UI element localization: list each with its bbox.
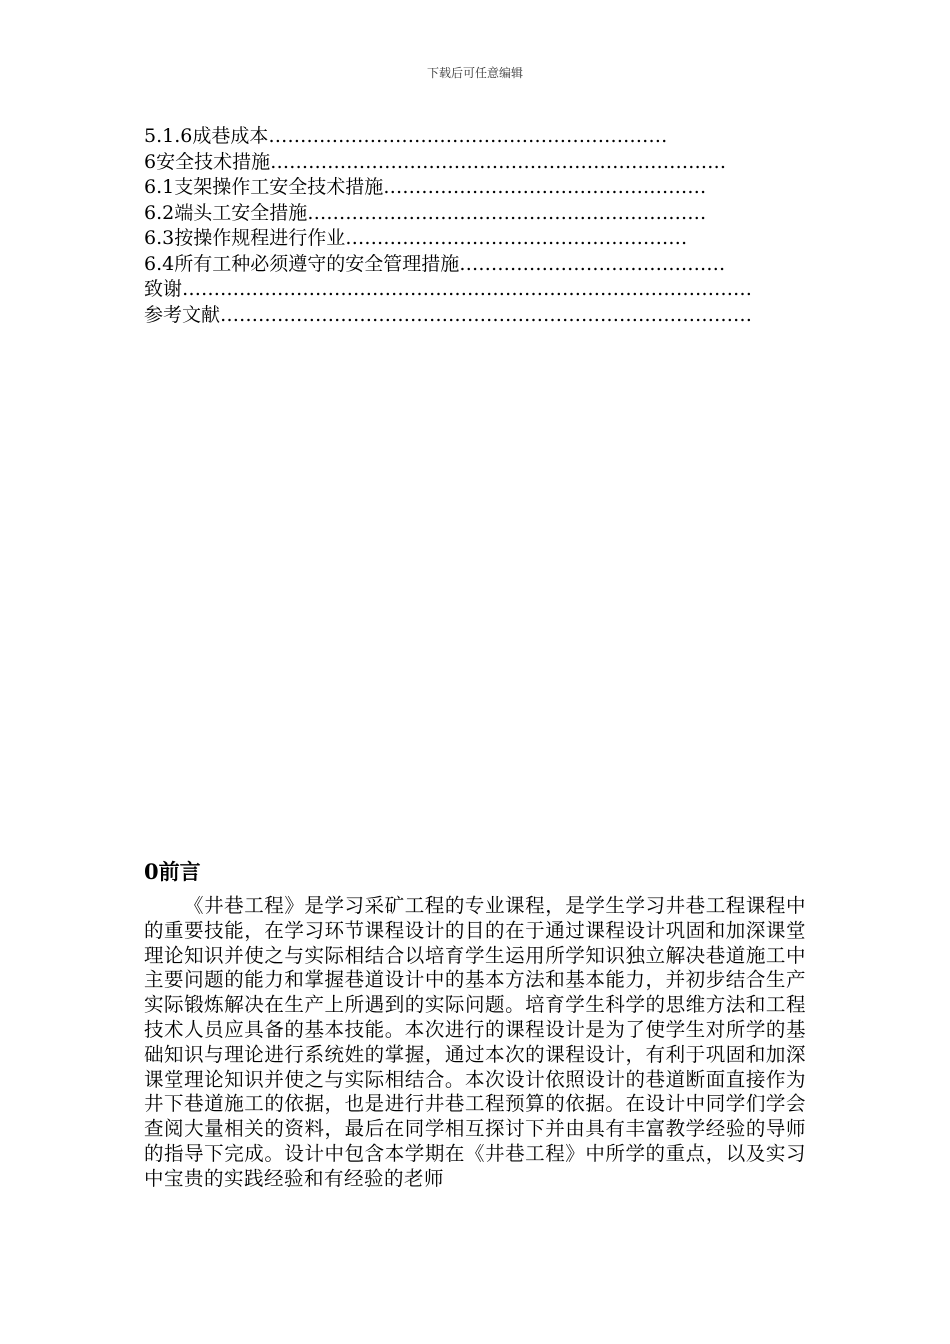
toc-entry [144, 175, 824, 201]
toc-entry [144, 226, 824, 252]
toc-entry [144, 150, 824, 176]
toc-leader-dots: ……………………………………………………… [307, 201, 707, 224]
body-paragraph: 《井巷工程》是学习采矿工程的专业课程，是学生学习井巷工程课程中的重要技能，在学习环节课程设计的目的在于通过课程设计巩固和加深课堂理论知识并使之与实际相结合以培育学生运用所学知识独立解决巷道施工中主要问题的能力和掌握巷道设计中的基本方法和基本能力，并初步结合生产实际锻炼解决在生产上所遇到的实际问题。培育学生科学的思维方法和工程技术人员应具备的基本技能。本次进行的课程设计是为了使学生对所学的基础知识与理论进行系统姓的掌握，通过本次的课程设计，有利于巩固和加深课堂理论知识并使之与实际相结合。本次设计依照设计的巷道断面直接作为井下巷道施工的依据，也是进行井巷工程预算的依据。在设计中同学们学会查阅大量相关的资料，最后在同学相互探讨下并由具有丰富教学经验的导师的指导下完成。设计中包含本学期在《井巷工程》中所学的重点，以及实习中宝贵的实践经验和有经验的老师 [144, 894, 806, 1190]
toc-entry-label: 6.2端头工安全措施 [144, 201, 308, 224]
toc-entry-label: 5.1.6成巷成本 [144, 125, 269, 147]
toc-entry [144, 201, 824, 227]
toc-entry [144, 124, 824, 150]
toc-leader-dots: ……………………………………………… [345, 227, 688, 249]
toc-entry-label: 6安全技术措施 [144, 150, 271, 173]
toc-entry-label: 参考文献 [144, 303, 221, 326]
toc-entry-label: 6.1支架操作工安全技术措施 [144, 176, 384, 198]
toc-leader-dots: …………………………………… [459, 252, 726, 275]
section-heading: 0前言 [144, 859, 201, 884]
toc-entry [144, 277, 824, 303]
toc-leader-dots: …………………………………………… [383, 176, 707, 198]
page-header: 下载后可任意编辑 [426, 66, 523, 80]
toc-entry-label: 6.4所有工种必须遵守的安全管理措施 [144, 252, 460, 275]
toc-entry [144, 303, 824, 329]
toc-leader-dots: ……………………………………………………………… [270, 150, 727, 173]
table-of-contents [144, 124, 824, 328]
toc-entry [144, 252, 824, 278]
toc-leader-dots: ………………………………………………………………………… [220, 303, 753, 326]
toc-entry-label: 致谢 [144, 278, 183, 300]
toc-leader-dots: ……………………………………………………………………………… [182, 278, 753, 300]
toc-entry-label: 6.3按操作规程进行作业 [144, 227, 346, 249]
toc-leader-dots: ……………………………………………………… [268, 125, 668, 147]
